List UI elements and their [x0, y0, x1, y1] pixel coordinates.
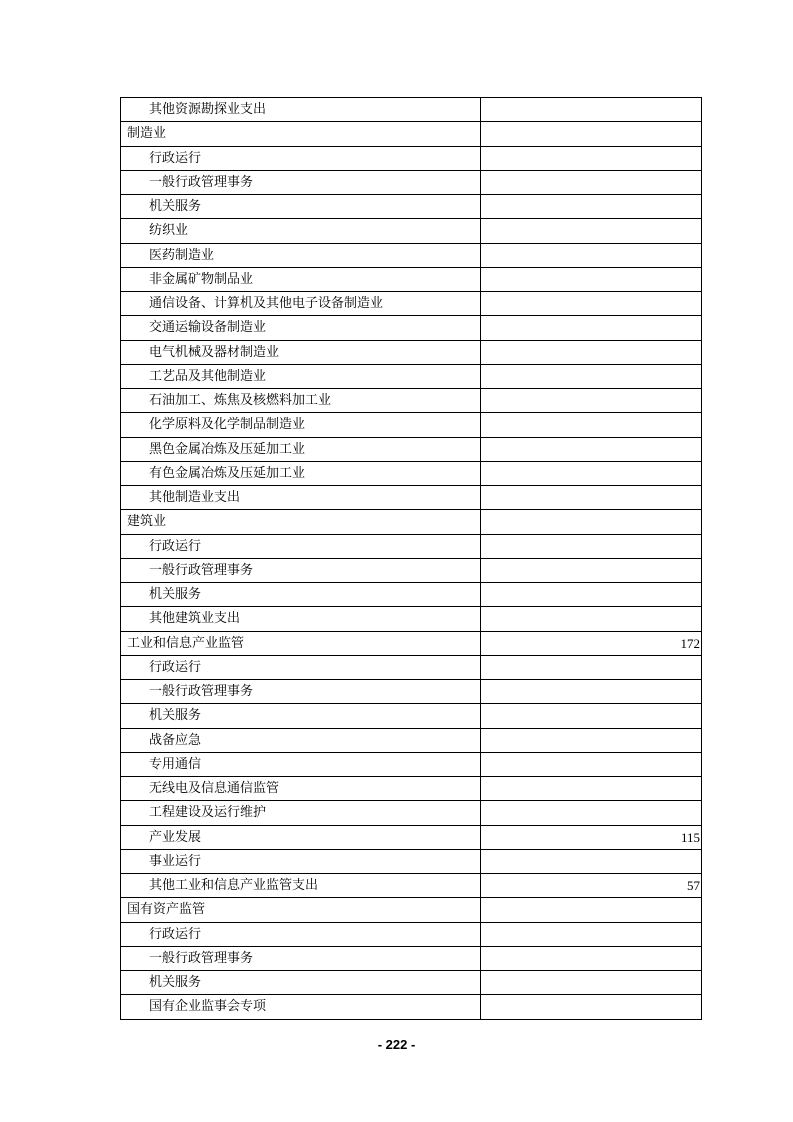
item-value-cell — [481, 340, 702, 364]
table-row — [121, 752, 702, 776]
item-value-cell — [481, 413, 702, 437]
table-row — [121, 510, 702, 534]
item-value-cell — [481, 971, 702, 995]
item-value-cell — [481, 170, 702, 194]
item-name-cell: 机关服务 — [121, 704, 481, 728]
table-row — [121, 922, 702, 946]
item-value-cell — [481, 922, 702, 946]
table-row — [121, 292, 702, 316]
item-value-cell: 57 — [481, 874, 702, 898]
table-row — [121, 170, 702, 194]
item-name-cell: 其他建筑业支出 — [121, 607, 481, 631]
item-name-cell: 一般行政管理事务 — [121, 680, 481, 704]
item-name-cell: 黑色金属冶炼及压延加工业 — [121, 437, 481, 461]
item-name-cell: 一般行政管理事务 — [121, 170, 481, 194]
item-name-cell: 纺织业 — [121, 219, 481, 243]
item-name-cell: 国有资产监管 — [121, 898, 481, 922]
table-row — [121, 219, 702, 243]
item-value-cell — [481, 849, 702, 873]
table-row — [121, 680, 702, 704]
table-row — [121, 704, 702, 728]
table-row — [121, 607, 702, 631]
item-name-cell: 制造业 — [121, 122, 481, 146]
item-name-cell: 其他资源勘探业支出 — [121, 98, 481, 122]
item-name-cell: 行政运行 — [121, 146, 481, 170]
item-name-cell: 行政运行 — [121, 922, 481, 946]
table-row — [121, 195, 702, 219]
table-row — [121, 898, 702, 922]
item-value-cell — [481, 316, 702, 340]
item-value-cell — [481, 364, 702, 388]
item-value-cell — [481, 146, 702, 170]
item-name-cell: 其他制造业支出 — [121, 486, 481, 510]
table-row — [121, 316, 702, 340]
item-name-cell: 工程建设及运行维护 — [121, 801, 481, 825]
table-row — [121, 340, 702, 364]
item-name-cell: 一般行政管理事务 — [121, 946, 481, 970]
item-name-cell: 行政运行 — [121, 534, 481, 558]
table-row — [121, 655, 702, 679]
table-row — [121, 267, 702, 291]
item-name-cell: 国有企业监事会专项 — [121, 995, 481, 1019]
item-name-cell: 通信设备、计算机及其他电子设备制造业 — [121, 292, 481, 316]
item-value-cell — [481, 195, 702, 219]
item-value-cell — [481, 267, 702, 291]
table-row — [121, 728, 702, 752]
item-value-cell — [481, 98, 702, 122]
item-value-cell — [481, 583, 702, 607]
budget-table — [120, 97, 702, 1020]
item-name-cell: 一般行政管理事务 — [121, 558, 481, 582]
item-name-cell: 专用通信 — [121, 752, 481, 776]
table-row — [121, 849, 702, 873]
table-row — [121, 777, 702, 801]
item-name-cell: 战备应急 — [121, 728, 481, 752]
item-name-cell: 工业和信息产业监管 — [121, 631, 481, 655]
table-row — [121, 146, 702, 170]
item-value-cell — [481, 995, 702, 1019]
item-value-cell — [481, 801, 702, 825]
item-name-cell: 其他工业和信息产业监管支出 — [121, 874, 481, 898]
table-row — [121, 874, 702, 898]
item-value-cell — [481, 219, 702, 243]
item-value-cell — [481, 461, 702, 485]
item-name-cell: 石油加工、炼焦及核燃料加工业 — [121, 389, 481, 413]
table-row — [121, 413, 702, 437]
item-name-cell: 有色金属冶炼及压延加工业 — [121, 461, 481, 485]
table-row — [121, 631, 702, 655]
table-row — [121, 98, 702, 122]
item-value-cell — [481, 680, 702, 704]
item-value-cell — [481, 704, 702, 728]
table-row — [121, 243, 702, 267]
item-value-cell — [481, 558, 702, 582]
item-value-cell — [481, 486, 702, 510]
item-name-cell: 产业发展 — [121, 825, 481, 849]
item-value-cell — [481, 655, 702, 679]
item-name-cell: 无线电及信息通信监管 — [121, 777, 481, 801]
table-row — [121, 461, 702, 485]
item-value-cell — [481, 292, 702, 316]
item-name-cell: 工艺品及其他制造业 — [121, 364, 481, 388]
item-name-cell: 交通运输设备制造业 — [121, 316, 481, 340]
item-name-cell: 电气机械及器材制造业 — [121, 340, 481, 364]
table-row — [121, 486, 702, 510]
item-value-cell — [481, 728, 702, 752]
page-number: - 222 - — [377, 1037, 416, 1052]
item-value-cell — [481, 122, 702, 146]
table-row — [121, 122, 702, 146]
item-name-cell: 机关服务 — [121, 583, 481, 607]
table-row — [121, 995, 702, 1019]
item-value-cell — [481, 946, 702, 970]
item-value-cell: 115 — [481, 825, 702, 849]
item-value-cell: 172 — [481, 631, 702, 655]
item-value-cell — [481, 777, 702, 801]
item-name-cell: 医药制造业 — [121, 243, 481, 267]
item-value-cell — [481, 898, 702, 922]
item-value-cell — [481, 389, 702, 413]
item-value-cell — [481, 534, 702, 558]
table-row — [121, 558, 702, 582]
table-row — [121, 534, 702, 558]
table-body — [121, 98, 702, 1020]
table-row — [121, 583, 702, 607]
item-name-cell: 机关服务 — [121, 195, 481, 219]
item-value-cell — [481, 752, 702, 776]
item-name-cell: 行政运行 — [121, 655, 481, 679]
table-row — [121, 364, 702, 388]
item-name-cell: 机关服务 — [121, 971, 481, 995]
item-value-cell — [481, 607, 702, 631]
table-row — [121, 437, 702, 461]
item-name-cell: 事业运行 — [121, 849, 481, 873]
item-value-cell — [481, 243, 702, 267]
table-row — [121, 825, 702, 849]
table-row — [121, 946, 702, 970]
item-name-cell: 建筑业 — [121, 510, 481, 534]
item-value-cell — [481, 510, 702, 534]
table-row — [121, 971, 702, 995]
table-row — [121, 389, 702, 413]
table-row — [121, 801, 702, 825]
item-name-cell: 化学原料及化学制品制造业 — [121, 413, 481, 437]
item-value-cell — [481, 437, 702, 461]
item-name-cell: 非金属矿物制品业 — [121, 267, 481, 291]
